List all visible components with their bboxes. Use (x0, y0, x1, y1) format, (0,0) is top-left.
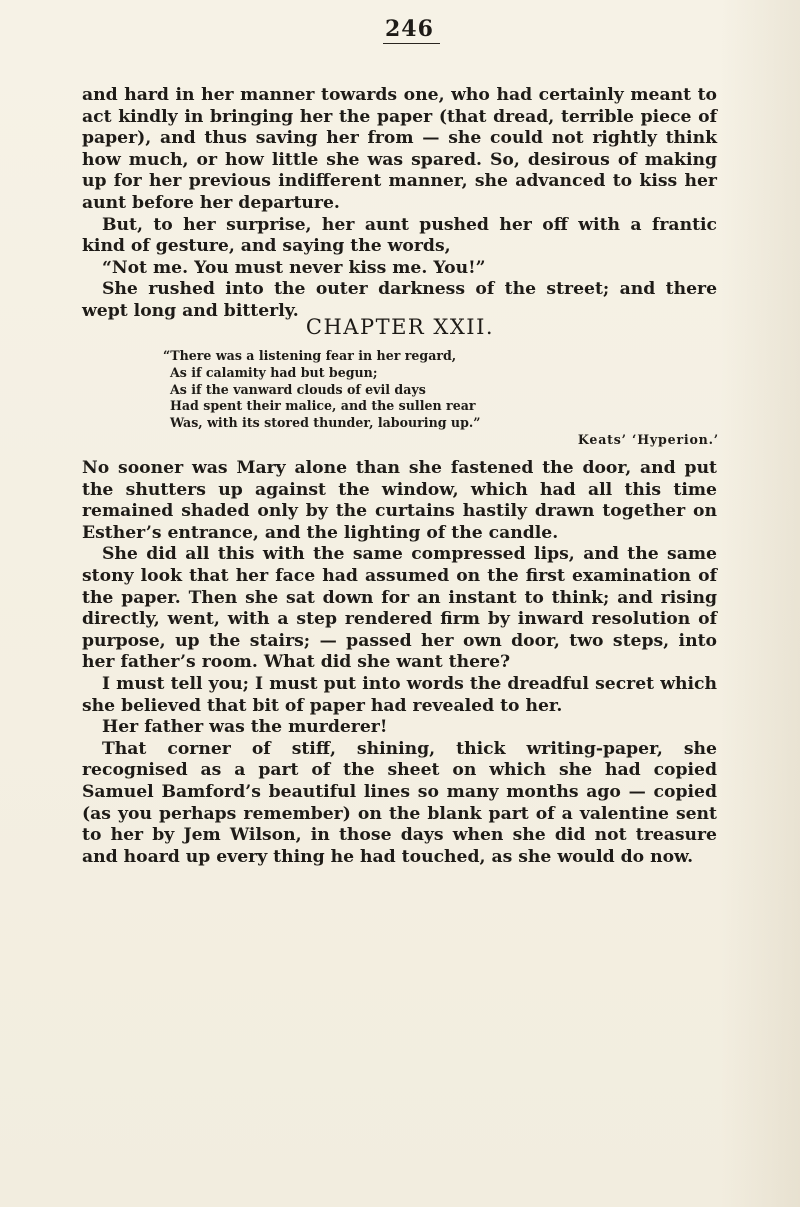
epigraph-line: “There was a listening fear in her regard, (163, 348, 457, 363)
paragraph: No sooner was Mary alone than she fastened the door, and put the shutters up against the window, which had all this time remained shaded only by the curtains hastily drawn together on Esther’s entrance, and the lighting of the candle. (82, 458, 717, 543)
chapter-text-block (82, 458, 717, 868)
dialogue-line: “Not me. You must never kiss me. You!” (102, 257, 486, 278)
paragraph: and hard in her manner towards one, who had certainly meant to act kindly in bringing her the paper (that dread, terrible piece of paper), and thus saving her from — she could not rightly think how much, or how little she was spared. So, desirous of making up for her previous indifferent manner, she advanced to kiss her aunt before her departure. (82, 85, 717, 213)
page-number: 246 (385, 16, 434, 42)
opening-text-block (82, 85, 717, 323)
paragraph: That corner of stiff, shining, thick writing-paper, she recognised as a part of the sheet on which she had copied Samuel Bamford’s beautiful lines so many months ago — copied (as you perhaps remember) on the blank part of a valentine sent to her by Jem Wilson, in those days when she did not treasure and hoard up every thing he had touched, as she would do now. (82, 738, 717, 867)
epigraph-attribution: Keats’ ‘Hyperion.’ (577, 431, 719, 447)
paragraph: Her father was the murderer! (102, 717, 388, 738)
epigraph-line: As if calamity had but begun; (170, 364, 378, 380)
chapter-heading: CHAPTER XXII. (305, 315, 495, 339)
paragraph: I must tell you; I must put into words the dreadful secret which she believed that bit of paper had revealed to her. (82, 673, 717, 716)
paragraph: She rushed into the outer darkness of the street; and there wept long and bitterly. (82, 279, 717, 321)
epigraph-line: Had spent their malice, and the sullen rear (170, 398, 476, 414)
epigraph (163, 348, 723, 449)
epigraph-line: As if the vanward clouds of evil days (170, 381, 426, 397)
paragraph: But, to her surprise, her aunt pushed her off with a frantic kind of gesture, and saying the words, (82, 214, 717, 257)
paragraph: She did all this with the same compressed lips, and the same stony look that her face had assumed on the first examination of the paper. Then she sat down for an instant to think; and rising directly, went, with a step rendered firm by inward resolution of purpose, up the stairs; — passed her own door, two steps, into her father’s room. What did she want there? (82, 544, 717, 673)
epigraph-line: Was, with its stored thunder, labouring up.” (170, 415, 481, 431)
